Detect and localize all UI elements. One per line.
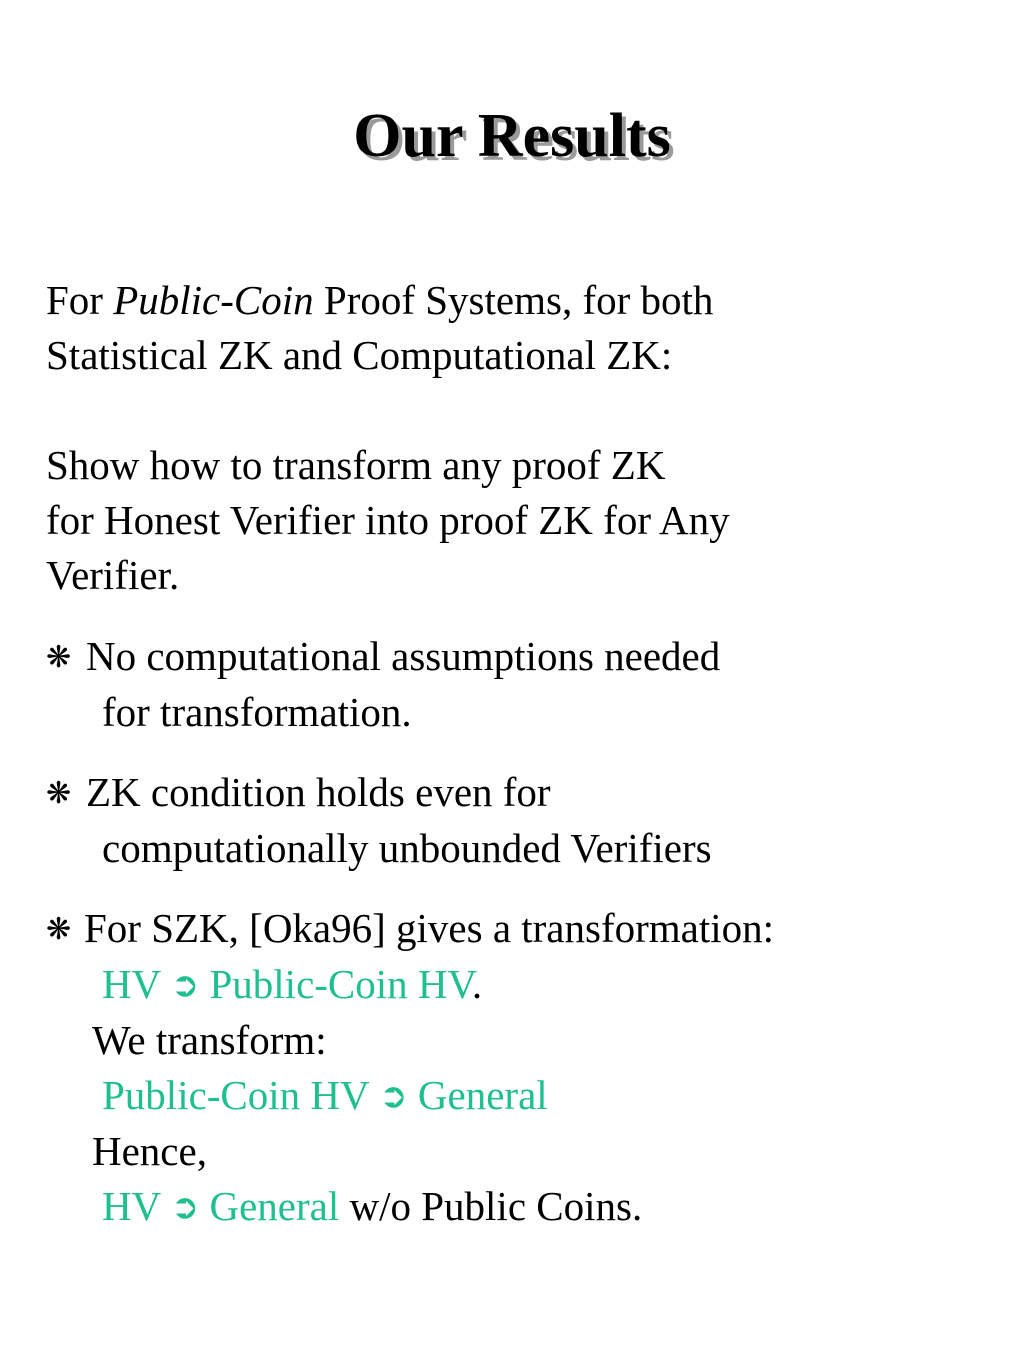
- hv-label: HV: [102, 961, 161, 1007]
- szk-line-5: Hence,: [92, 1128, 207, 1174]
- bullet-2-line-2: computationally unbounded Verifiers: [102, 825, 712, 871]
- szk-line-6: [46, 1179, 774, 1235]
- intro-suffix: Proof Systems, for both: [313, 277, 714, 323]
- show-line-3: Verifier.: [46, 552, 180, 598]
- intro-paragraph: [46, 273, 713, 383]
- szk-block: [46, 901, 774, 1235]
- hv-label: HV: [102, 1183, 161, 1229]
- show-paragraph: [46, 438, 730, 603]
- bullet-1-text-1: No computational assumptions needed: [86, 633, 721, 679]
- intro-prefix: For: [46, 277, 114, 323]
- szk-line-2: [46, 957, 774, 1013]
- bullet-item-1: [46, 629, 720, 740]
- arrow-right-icon: ➲: [170, 1187, 200, 1227]
- szk-line-1: [46, 901, 774, 957]
- general-label: General: [417, 1072, 548, 1118]
- public-coin-hv-label: Public-Coin HV: [209, 961, 472, 1007]
- szk-text-1: For SZK, [Oka96] gives a transformation:: [84, 905, 775, 951]
- bullet-item-2: [46, 765, 712, 876]
- intro-line-1: [46, 273, 713, 328]
- period: .: [471, 961, 483, 1007]
- bullet-star-icon: ❋: [46, 776, 72, 811]
- bullet-2-text-1: ZK condition holds even for: [86, 769, 551, 815]
- bullet-star-icon: ❋: [46, 912, 72, 947]
- bullet-1-line-2: for transformation.: [102, 689, 412, 735]
- show-line-1: Show how to transform any proof ZK: [46, 442, 666, 488]
- intro-italic-term: Public-Coin: [113, 277, 314, 323]
- general-label: General: [209, 1183, 340, 1229]
- bullet-star-icon: ❋: [46, 640, 72, 675]
- szk-line-3: We transform:: [92, 1017, 327, 1063]
- bullet-1-line-1: [46, 629, 720, 685]
- intro-line-2: Statistical ZK and Computational ZK:: [46, 332, 673, 378]
- szk-line-4: [46, 1068, 774, 1124]
- public-coin-hv-label: Public-Coin HV: [102, 1072, 369, 1118]
- slide-title: Our Results: [353, 102, 671, 170]
- arrow-right-icon: ➲: [170, 965, 200, 1005]
- arrow-right-icon: ➲: [379, 1076, 408, 1116]
- bullet-2-line-1: [46, 765, 712, 821]
- show-line-2: for Honest Verifier into proof ZK for Any: [46, 497, 730, 543]
- tail-text: w/o Public Coins.: [339, 1183, 643, 1229]
